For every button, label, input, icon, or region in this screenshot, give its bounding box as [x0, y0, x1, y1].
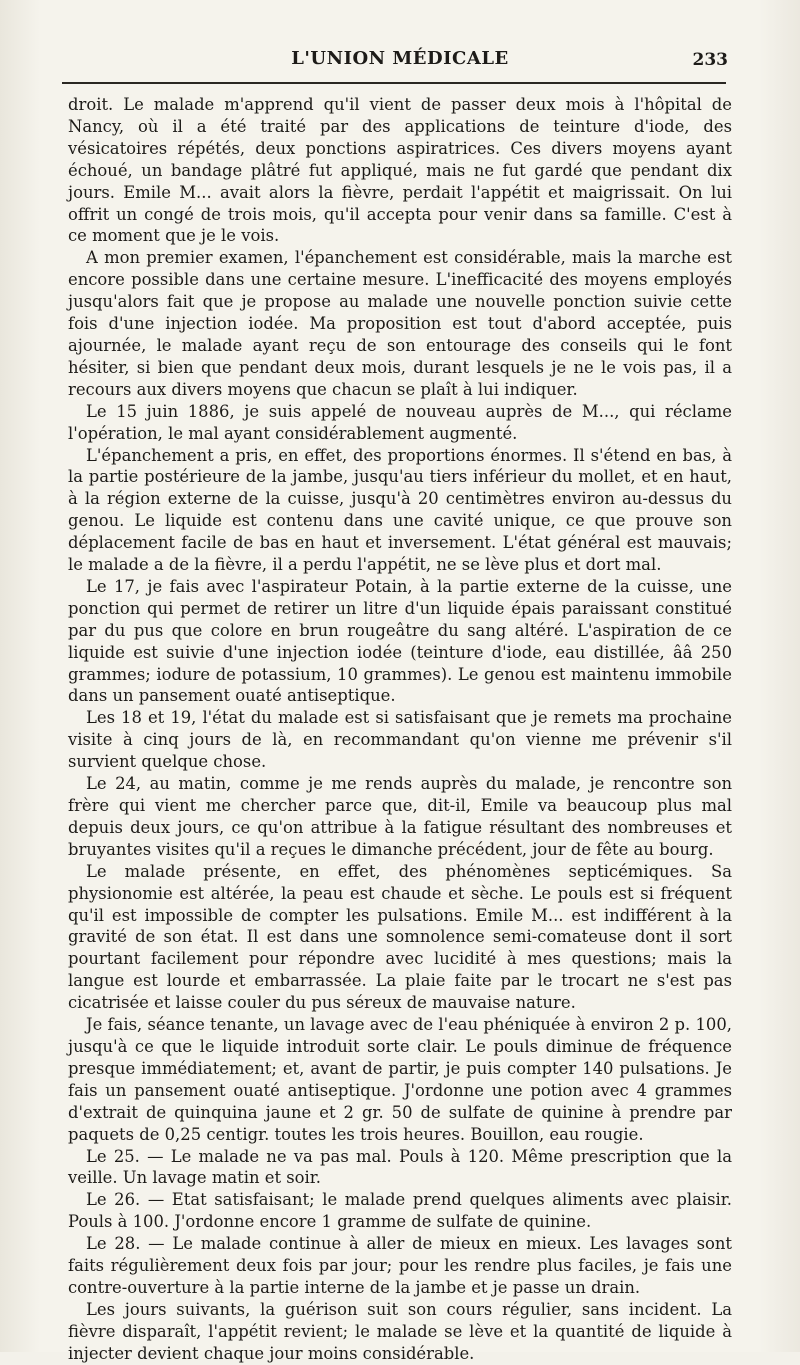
paragraph: A mon premier examen, l'épanchement est considérable, mais la marche est encore possible dans une certaine mesure. L'inefficacité des moyens employés jusqu'alors fait que je propose au malade une nouvelle ponction suivie cette fois d'une injection iodée. Ma proposition est tout d'abord acceptée, puis ajournée, le malade ayant reçu de son entourage des conseils qui le font hésiter, si bien que pendant deux mois, durant lesquels je ne le vois pas, il a recours aux divers moyens que chacun se plaît à lui indiquer. [68, 248, 732, 399]
paragraph: Les jours suivants, la guérison suit son cours régulier, sans incident. La fièvre disparaît, l'appétit revient; le malade se lève et la quantité de liquide à injecter devient chaque jour moins considérable. [68, 1299, 732, 1363]
paragraph: Le 24, au matin, comme je me rends auprès du malade, je rencontre son frère qui vient me chercher parce que, dit-il, Emile va beaucoup plus mal depuis deux jours, ce qu'on attribue à la fatigue résultant des nombreuses et bruyantes visites qu'il a reçues le dimanche précédent, jour de fête au bourg. [68, 774, 732, 859]
page-header [68, 44, 732, 78]
paragraph: Le malade présente, en effet, des phénomènes septicémiques. Sa physionomie est altérée, la peau est chaude et sèche. Le pouls est si fréquent qu'il est impossible de compter les pulsations. Emile M... est indifférent à la gravité de son état. Il est dans une somnolence semi-comateuse dont il sort pourtant facilement pour répondre avec lucidité à mes questions; mais la langue est lourde et embarrassée. La plaie faite par le trocart ne s'est pas cicatrisée et laisse couler du pus séreux de mauvaise nature. [68, 861, 732, 1013]
paragraph: Le 28. — Le malade continue à aller de mieux en mieux. Les lavages sont faits régulièrement deux fois par jour; pour les rendre plus faciles, je fais une contre-ouverture à la partie interne de la jambe et je passe un drain. [68, 1234, 732, 1297]
paragraph: Le 17, je fais avec l'aspirateur Potain, à la partie externe de la cuisse, une ponction qui permet de retirer un litre d'un liquide épais paraissant constitué par du pus que colore en brun rougeâtre du sang altéré. L'aspiration de ce liquide est suivie d'une injection iodée (teinture d'iode, eau distillée, ââ 250 grammes; iodure de potassium, 10 grammes). Le genou est maintenu immobile dans un pansement ouaté antiseptique. [68, 576, 732, 706]
paragraph: Je fais, séance tenante, un lavage avec de l'eau phéniquée à environ 2 p. 100, jusqu'à ce que le liquide introduit sorte clair. Le pouls diminue de fréquence presque immédiatement; et, avant de partir, je puis compter 140 pulsations. Je fais un pansement ouaté antiseptique. J'ordonne une potion avec 4 grammes d'extrait de quinquina jaune et 2 gr. 50 de sulfate de quinine à prendre par paquets de 0,25 centigr. toutes les trois heures. Bouillon, eau rougie. [68, 1015, 732, 1144]
header-rule [62, 82, 726, 84]
paragraph: droit. Le malade m'apprend qu'il vient de passer deux mois à l'hôpital de Nancy, où il a été traité par des applications de teinture d'iode, des vésicatoires répétés, deux ponctions aspiratrices. Ces divers moyens ayant échoué, un bandage plâtré fut appliqué, mais ne fut gardé que pendant dix jours. Emile M... avait alors la fièvre, perdait l'appétit et maigrissait. On lui offrit un congé de trois mois, qu'il accepta pour venir dans sa famille. C'est à ce moment que je le vois. [68, 95, 732, 246]
article-body [68, 94, 732, 1365]
paragraph: Le 25. — Le malade ne va pas mal. Pouls à 120. Même prescription que la veille. Un lavage matin et soir. [68, 1146, 732, 1188]
running-title: L'UNION MÉDICALE [291, 48, 509, 69]
paragraph: Les 18 et 19, l'état du malade est si satisfaisant que je remets ma prochaine visite à cinq jours de là, en recommandant qu'on vienne me prévenir s'il survient quelque chose. [68, 708, 732, 772]
paragraph: L'épanchement a pris, en effet, des proportions énormes. Il s'étend en bas, à la partie postérieure de la jambe, jusqu'au tiers inférieur du mollet, et en haut, à la région externe de la cuisse, jusqu'à 20 centimètres environ au-dessus du genou. Le liquide est contenu dans une cavité unique, ce que prouve son déplacement facile de bas en haut et inversement. L'état général est mauvais; le malade a de la fièvre, il a perdu l'appétit, ne se lève plus et dort mal. [68, 445, 732, 575]
page-number: 233 [692, 50, 728, 70]
paragraph: Le 15 juin 1886, je suis appelé de nouveau auprès de M..., qui réclame l'opération, le mal ayant considérablement augmenté. [68, 401, 732, 443]
paragraph: Le 26. — Etat satisfaisant; le malade prend quelques aliments avec plaisir. Pouls à 100. J'ordonne encore 1 gramme de sulfate de quinine. [68, 1190, 732, 1232]
